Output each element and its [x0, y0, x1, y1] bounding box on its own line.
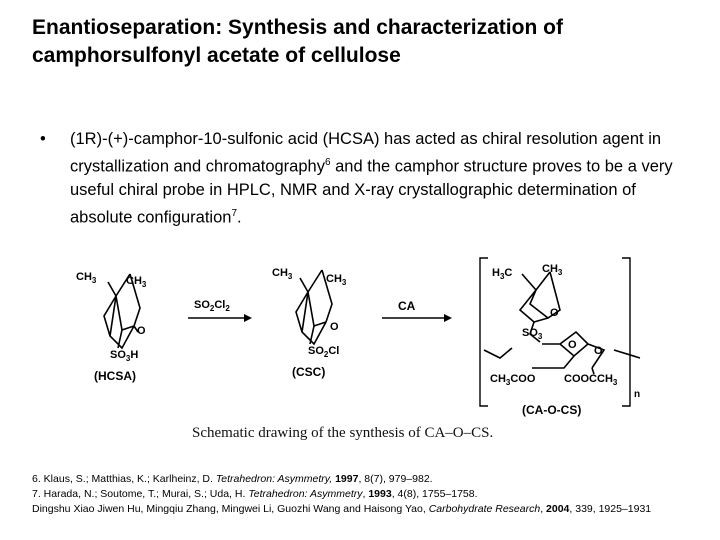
cao-h3c: $H_3C$ [492, 267, 513, 281]
reference-7-separator: , [362, 488, 369, 500]
reference-8 [32, 502, 692, 517]
reagent-so2cl2: $SO_2Cl_2$ [194, 299, 230, 313]
hcsa-label: (HCSA) [94, 369, 136, 383]
hcsa-so3h: $SO_3H$ [110, 349, 139, 363]
references [32, 472, 692, 517]
cao-ring-oxygen: O [568, 339, 577, 351]
reference-8-year: 2004 [546, 503, 570, 515]
scheme-caption: Schematic drawing of the synthesis of CA–O–CS. [192, 425, 494, 441]
reference-6-year: 1997 [332, 473, 359, 485]
csc-label: (CSC) [292, 365, 326, 379]
hcsa-ch3-left: $CH_3$ [76, 271, 97, 285]
csc-ch3-left: $CH_3$ [272, 267, 293, 281]
cao-oxo: O [550, 307, 559, 319]
cao-so3: $SO_3$ [522, 327, 543, 341]
cao-ch3: $CH_3$ [542, 263, 563, 277]
bullet-text [70, 128, 680, 229]
slide-title: Enantioseparation: Synthesis and characterization of camphorsulfonyl acetate of cellulose [32, 16, 563, 67]
arrow-2-head [444, 314, 452, 322]
arrow-1-head [244, 314, 252, 322]
bullet-ref-7: 7 [231, 207, 238, 219]
hcsa-ch3-right: $CH_3$ [126, 275, 147, 289]
reference-7-authors: 7. Harada, N.; Soutome, T.; Murai, S.; Uda, H. [32, 488, 249, 500]
reference-6-details: , 8(7), 979–982. [358, 473, 433, 485]
reference-8-details: , 339, 1925–1931 [569, 503, 652, 515]
reference-8-journal: Carbohydrate Research [428, 503, 541, 515]
cao-bridge-oxygen: O [594, 345, 603, 357]
csc-so2cl: $SO_2Cl$ [308, 345, 340, 359]
reference-6 [32, 472, 692, 487]
bullet-text-part-1: (1R)-(+)-camphor-10-sulfonic acid (HCSA) has acted as chiral resolution agent in crystallization and chromatography [70, 130, 662, 176]
cao-label: (CA-O-CS) [522, 403, 582, 417]
bullet-ref-6: 6 [324, 157, 331, 168]
reference-6-authors: 6. Klaus, S.; Matthias, K.; Karlheinz, D. [32, 473, 216, 485]
csc-ch3-right: $CH_3$ [326, 273, 347, 287]
cao-acetyl-left: $CH_3COO$ [490, 373, 536, 387]
csc-oxo: O [330, 321, 339, 333]
reference-8-authors: Dingshu Xiao Jiwen Hu, Mingqiu Zhang, Mingwei Li, Guozhi Wang and Haisong Yao, [32, 503, 429, 515]
reference-7-year: 1993 [368, 488, 392, 500]
synthesis-scheme [60, 252, 660, 424]
reference-7 [32, 487, 692, 502]
reference-8-separator: , [540, 503, 547, 515]
cao-structure [484, 272, 640, 374]
reference-6-journal: Tetrahedron: Asymmetry, [215, 473, 333, 485]
bullet-text-part-3: . [237, 208, 242, 226]
bullet-symbol: • [40, 130, 46, 148]
bullet-text-part-2: and the camphor structure proves to be a very useful chiral probe in HPLC, NMR and X-ray crystallographic determination of absolute configuration [70, 157, 673, 226]
reference-7-journal: Tetrahedron: Asymmetry [248, 488, 363, 500]
reference-7-details: , 4(8), 1755–1758. [391, 488, 478, 500]
cao-acetyl-right: $COOCCH_3$ [564, 373, 618, 387]
hcsa-oxo: O [137, 325, 146, 337]
bullet-paragraph [40, 128, 680, 229]
cao-repeat-n: n [634, 389, 641, 400]
reagent-ca: CA [398, 299, 416, 313]
